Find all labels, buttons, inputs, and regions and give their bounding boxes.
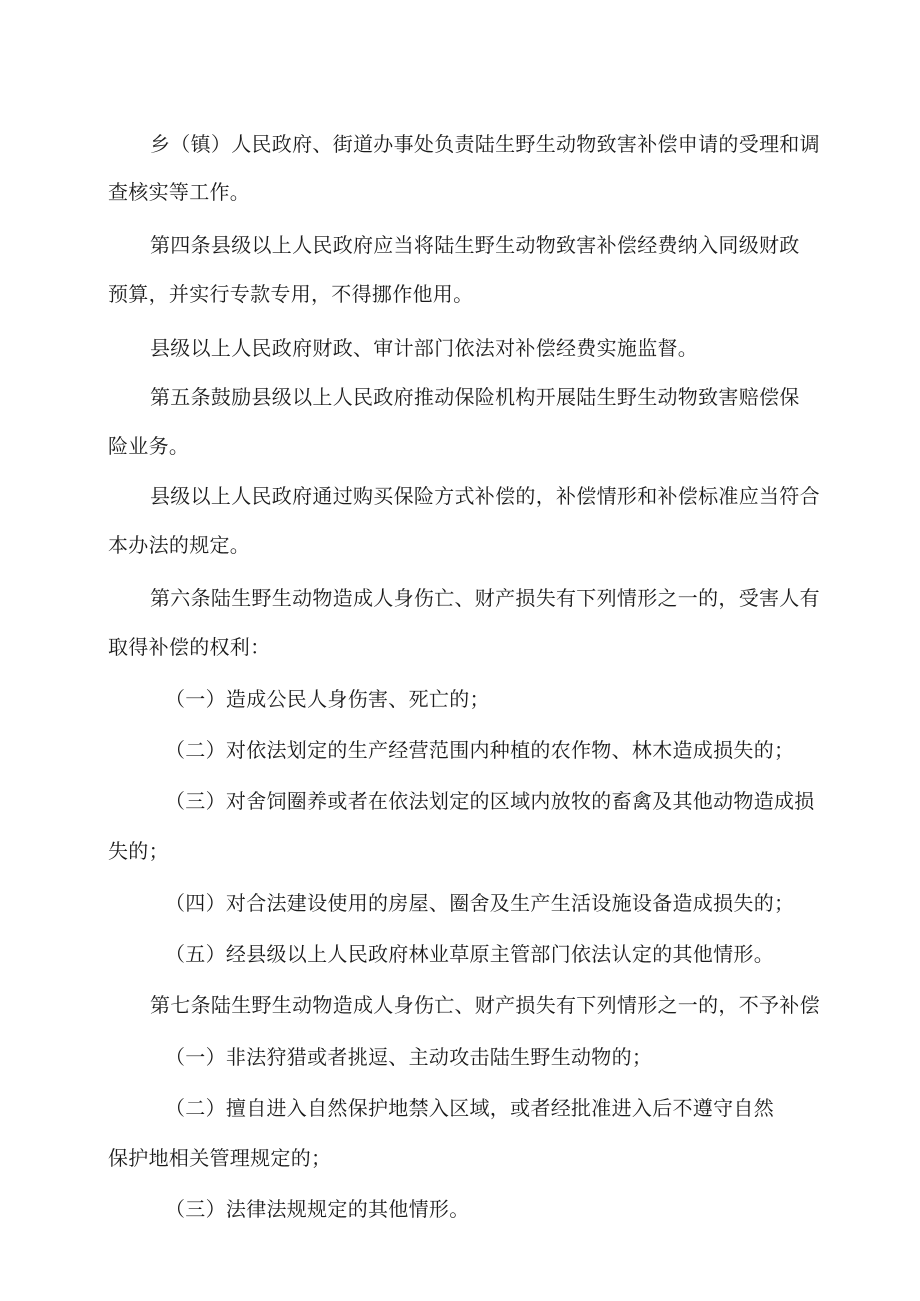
paragraph-line: （一）非法狩猎或者挑逗、主动攻击陆生野生动物的； — [165, 1045, 653, 1069]
paragraph-line: 查核实等工作。 — [108, 180, 251, 204]
paragraph-line: 预算，并实行专款专用，不得挪作他用。 — [108, 282, 474, 306]
paragraph-line: 县级以上人民政府财政、审计部门依法对补偿经费实施监督。 — [150, 336, 699, 360]
paragraph-line: 本办法的规定。 — [108, 533, 251, 557]
paragraph-line: 第七条陆生野生动物造成人身伤亡、财产损失有下列情形之一的，不予补偿 — [150, 993, 820, 1017]
paragraph-line: 县级以上人民政府通过购买保险方式补偿的，补偿情形和补偿标准应当符合 — [150, 484, 820, 508]
paragraph-line: 取得补偿的权利： — [108, 635, 271, 659]
paragraph-line: 第六条陆生野生动物造成人身伤亡、财产损失有下列情形之一的，受害人有 — [150, 586, 820, 610]
paragraph-line: （二）擅自进入自然保护地禁入区域，或者经批准进入后不遵守自然 — [165, 1096, 774, 1120]
paragraph-line: 乡（镇）人民政府、街道办事处负责陆生野生动物致害补偿申请的受理和调 — [150, 132, 820, 156]
paragraph-line: （二）对依法划定的生产经营范围内种植的农作物、林木造成损失的； — [165, 738, 795, 762]
paragraph-line: （四）对合法建设使用的房屋、圈舍及生产生活设施设备造成损失的； — [165, 891, 795, 915]
paragraph-line: （三）法律法规规定的其他情形。 — [165, 1197, 470, 1221]
paragraph-line: 第四条县级以上人民政府应当将陆生野生动物致害补偿经费纳入同级财政 — [150, 233, 800, 257]
paragraph-line: 第五条鼓励县级以上人民政府推动保险机构开展陆生野生动物致害赔偿保 — [150, 385, 800, 409]
paragraph-line: 保护地相关管理规定的； — [108, 1146, 332, 1170]
paragraph-line: （三）对舍饲圈养或者在依法划定的区域内放牧的畜禽及其他动物造成损 — [165, 789, 815, 813]
paragraph-line: 险业务。 — [108, 434, 190, 458]
paragraph-line: 失的； — [108, 839, 169, 863]
paragraph-line: （一）造成公民人身伤害、死亡的； — [165, 687, 490, 711]
paragraph-line: （五）经县级以上人民政府林业草原主管部门依法认定的其他情形。 — [165, 942, 774, 966]
